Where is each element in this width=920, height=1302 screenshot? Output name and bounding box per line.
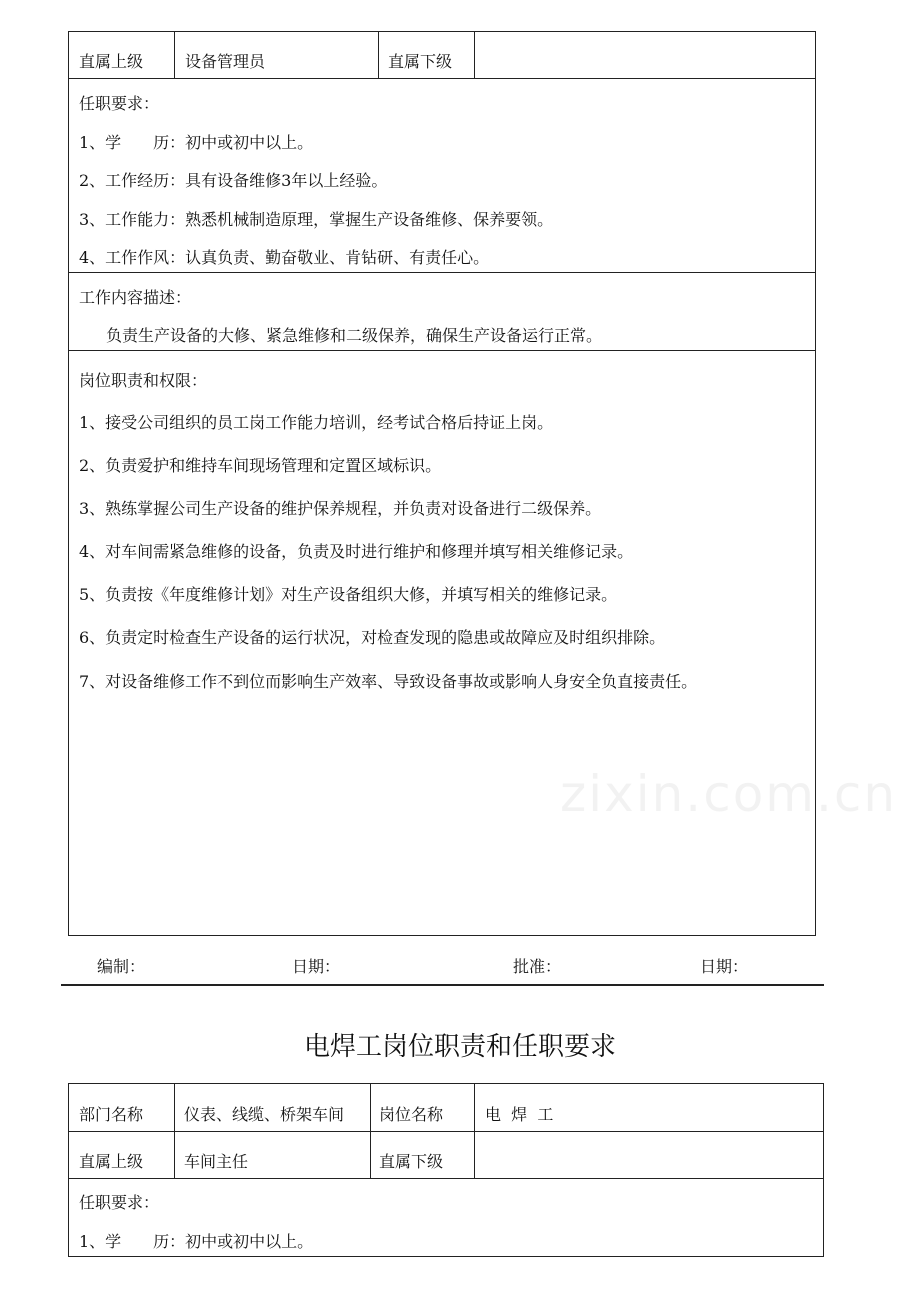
form1-row-divider — [68, 272, 816, 273]
sig-approve-label: 批准： — [513, 957, 562, 976]
form1-duty-item: 1、接受公司组织的员工岗工作能力培训，经考试合格后持证上岗。 — [79, 413, 554, 432]
form1-supervisor-label: 直属上级 — [79, 52, 144, 71]
form2-row-divider — [68, 1131, 824, 1132]
form1-supervisor-value: 设备管理员 — [185, 52, 266, 71]
form1-row-divider — [68, 350, 816, 351]
form1-work-desc-title: 工作内容描述： — [79, 288, 192, 307]
form1-subordinate-label: 直属下级 — [388, 52, 453, 71]
form1-duty-item: 2、负责爱护和维持车间现场管理和定置区域标识。 — [79, 456, 442, 475]
page-divider — [61, 984, 824, 986]
form1-duty-item: 3、熟练掌握公司生产设备的维护保养规程，并负责对设备进行二级保养。 — [79, 499, 602, 518]
form2-requirement-item: 1、学 历：初中或初中以上。 — [79, 1232, 314, 1251]
form1-requirement-item: 2、工作经历：具有设备维修3年以上经验。 — [79, 171, 388, 190]
form2-table — [68, 1083, 824, 1257]
form1-requirement-item: 3、工作能力：熟悉机械制造原理，掌握生产设备维修、保养要领。 — [79, 210, 554, 229]
form2-title: 电焊工岗位职责和任职要求 — [303, 1032, 616, 1062]
form1-duties-title: 岗位职责和权限： — [79, 371, 208, 390]
form1-duty-item: 5、负责按《年度维修计划》对生产设备组织大修，并填写相关的维修记录。 — [79, 585, 618, 604]
form2-position-value: 电 焊 工 — [485, 1105, 554, 1124]
sig-date1-label: 日期： — [292, 957, 341, 976]
form2-position-label: 岗位名称 — [379, 1105, 444, 1124]
form1-duty-item: 4、对车间需紧急维修的设备，负责及时进行维护和修理并填写相关维修记录。 — [79, 542, 634, 561]
form2-subordinate-label: 直属下级 — [379, 1152, 444, 1171]
sig-editor-label: 编制： — [97, 957, 146, 976]
form2-row-divider — [68, 1178, 824, 1179]
form1-duty-item: 6、负责定时检查生产设备的运行状况，对检查发现的隐患或故障应及时组织排除。 — [79, 628, 666, 647]
form1-work-desc-text: 负责生产设备的大修、紧急维修和二级保养，确保生产设备运行正常。 — [106, 326, 603, 345]
form2-col-divider — [370, 1083, 371, 1179]
form1-row-divider — [68, 78, 816, 79]
form1-duty-item: 7、对设备维修工作不到位而影响生产效率、导致设备事故或影响人身安全负直接责任。 — [79, 672, 698, 691]
form2-requirements-title: 任职要求： — [79, 1193, 160, 1212]
form1-col-divider — [174, 31, 175, 79]
form1-requirements-title: 任职要求： — [79, 94, 160, 113]
form2-dept-value: 仪表、线缆、桥架车间 — [184, 1105, 345, 1124]
form2-dept-label: 部门名称 — [79, 1105, 144, 1124]
form2-col-divider — [174, 1083, 175, 1179]
sig-date2-label: 日期： — [700, 957, 749, 976]
form1-requirement-item: 1、学 历：初中或初中以上。 — [79, 133, 314, 152]
form2-col-divider — [474, 1083, 475, 1179]
form1-col-divider — [474, 31, 475, 79]
form2-supervisor-value: 车间主任 — [184, 1152, 249, 1171]
form2-supervisor-label: 直属上级 — [79, 1152, 144, 1171]
form1-requirement-item: 4、工作作风：认真负责、勤奋敬业、肯钻研、有责任心。 — [79, 248, 490, 267]
form1-col-divider — [378, 31, 379, 79]
watermark: zixin.com.cn — [560, 765, 898, 823]
